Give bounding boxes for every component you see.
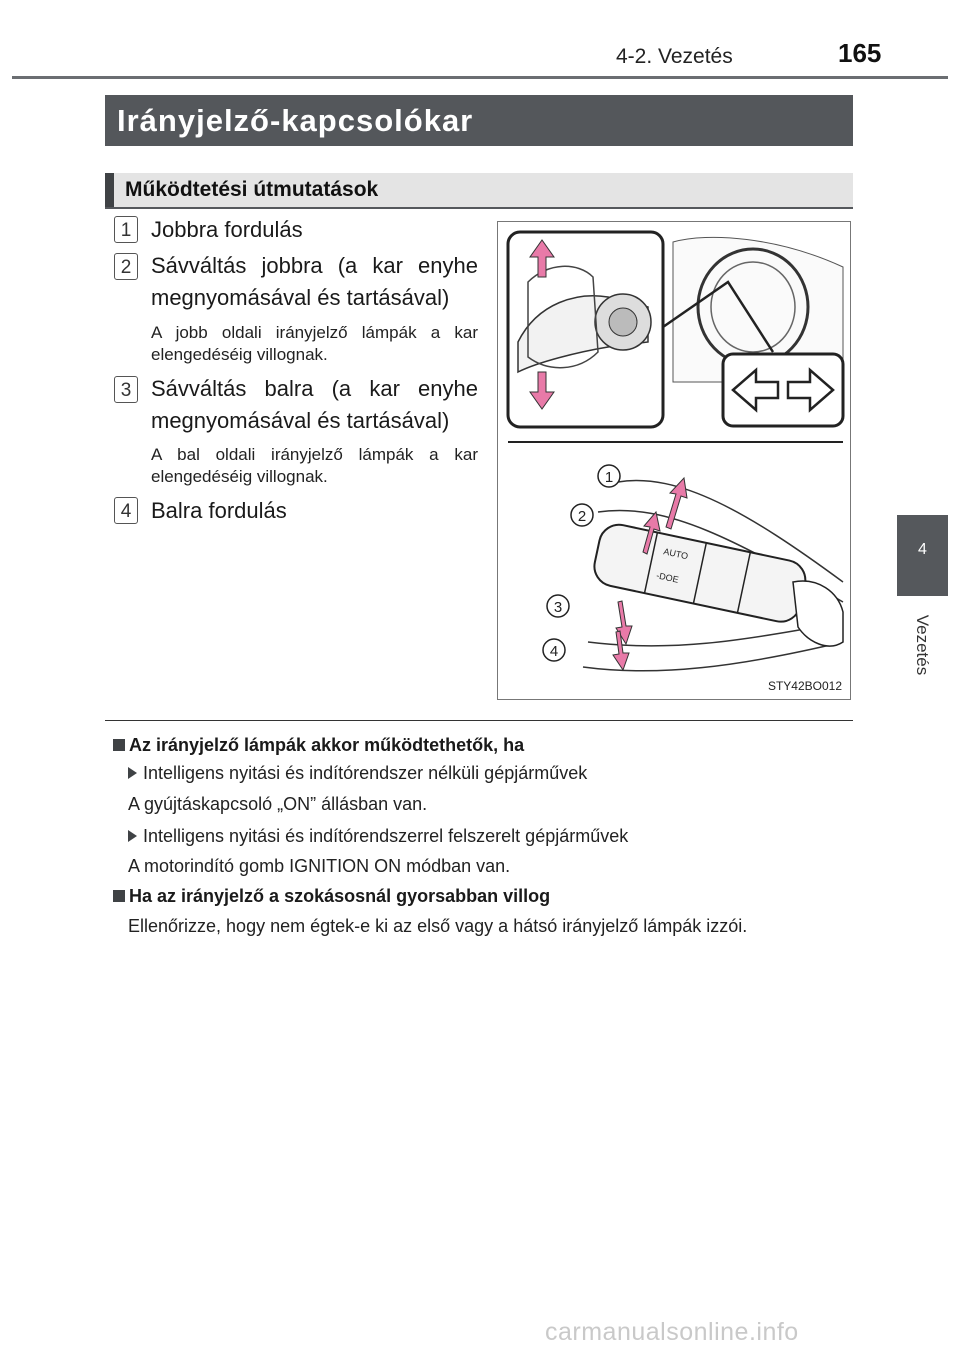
subtitle-marker (105, 173, 114, 207)
callout-1: 1 (604, 469, 614, 486)
title-bar (105, 95, 853, 146)
watermark: carmanualsonline.info (545, 1318, 799, 1346)
note-bullet-1 (128, 763, 587, 784)
step-number-4: 4 (114, 497, 138, 524)
note-bullet-2 (128, 826, 628, 847)
note-body-3: Ellenőrizze, hogy nem égtek-e ki az első vagy a hátsó irányjelző lámpák izzói. (128, 916, 748, 936)
note-bullet-text-2: Intelligens nyitási és indítórendszerrel felszerelt gépjárművek (143, 826, 629, 846)
step-text-3: Sávváltás balra (a kar enyhe megnyomásával és tartásával) (151, 376, 478, 433)
note-body-1: A gyújtáskapcsoló „ON” állásban van. (128, 794, 428, 814)
section-divider (105, 720, 853, 721)
square-bullet-icon (113, 739, 125, 751)
triangle-bullet-icon (128, 767, 137, 779)
note-heading-text-1: Az irányjelző lámpák akkor működtethetők, ha (129, 735, 525, 755)
subtitle: Működtetési útmutatások (125, 178, 379, 201)
subtitle-bar (105, 173, 853, 209)
section-label: 4-2. Vezetés (616, 45, 733, 68)
note-heading-text-2: Ha az irányjelző a szokásosnál gyorsabban villog (129, 886, 551, 906)
step-number-3: 3 (114, 376, 138, 403)
note-heading-2 (113, 886, 550, 907)
lever-illustration (497, 221, 851, 700)
callout-2: 2 (577, 508, 587, 525)
chapter-tab-label: Vezetés (913, 614, 932, 676)
page-title: Irányjelző-kapcsolókar (117, 103, 474, 138)
note-bullet-text-1: Intelligens nyitási és indítórendszer nélküli gépjárművek (143, 763, 588, 783)
step-text-2: Sávváltás jobbra (a kar enyhe megnyomásával és tartásával) (151, 253, 478, 310)
step-note-3: A bal oldali irányjelző lámpák a kar elengedéséig villognak. (151, 445, 478, 486)
step-number-2: 2 (114, 253, 138, 280)
chapter-tab[interactable] (897, 515, 948, 596)
svg-text:-DOE: -DOE (655, 570, 680, 585)
callout-markers (498, 222, 852, 701)
step-text-4: Balra fordulás (151, 498, 287, 523)
page-number: 165 (838, 38, 882, 68)
callout-4: 4 (549, 643, 559, 660)
note-heading-1 (113, 735, 524, 756)
step-text-1: Jobbra fordulás (151, 217, 303, 242)
step-number-1: 1 (114, 216, 138, 243)
svg-text:AUTO: AUTO (662, 546, 689, 562)
square-bullet-icon (113, 890, 125, 902)
step-note-2: A jobb oldali irányjelző lámpák a kar elengedéséig villognak. (151, 323, 478, 364)
note-body-2: A motorindító gomb IGNITION ON módban van. (128, 856, 511, 876)
chapter-tab-number: 4 (918, 541, 927, 558)
figure-code: STY42BO012 (767, 679, 842, 693)
header-rule (12, 76, 948, 79)
callout-3: 3 (553, 599, 563, 616)
triangle-bullet-icon (128, 830, 137, 842)
